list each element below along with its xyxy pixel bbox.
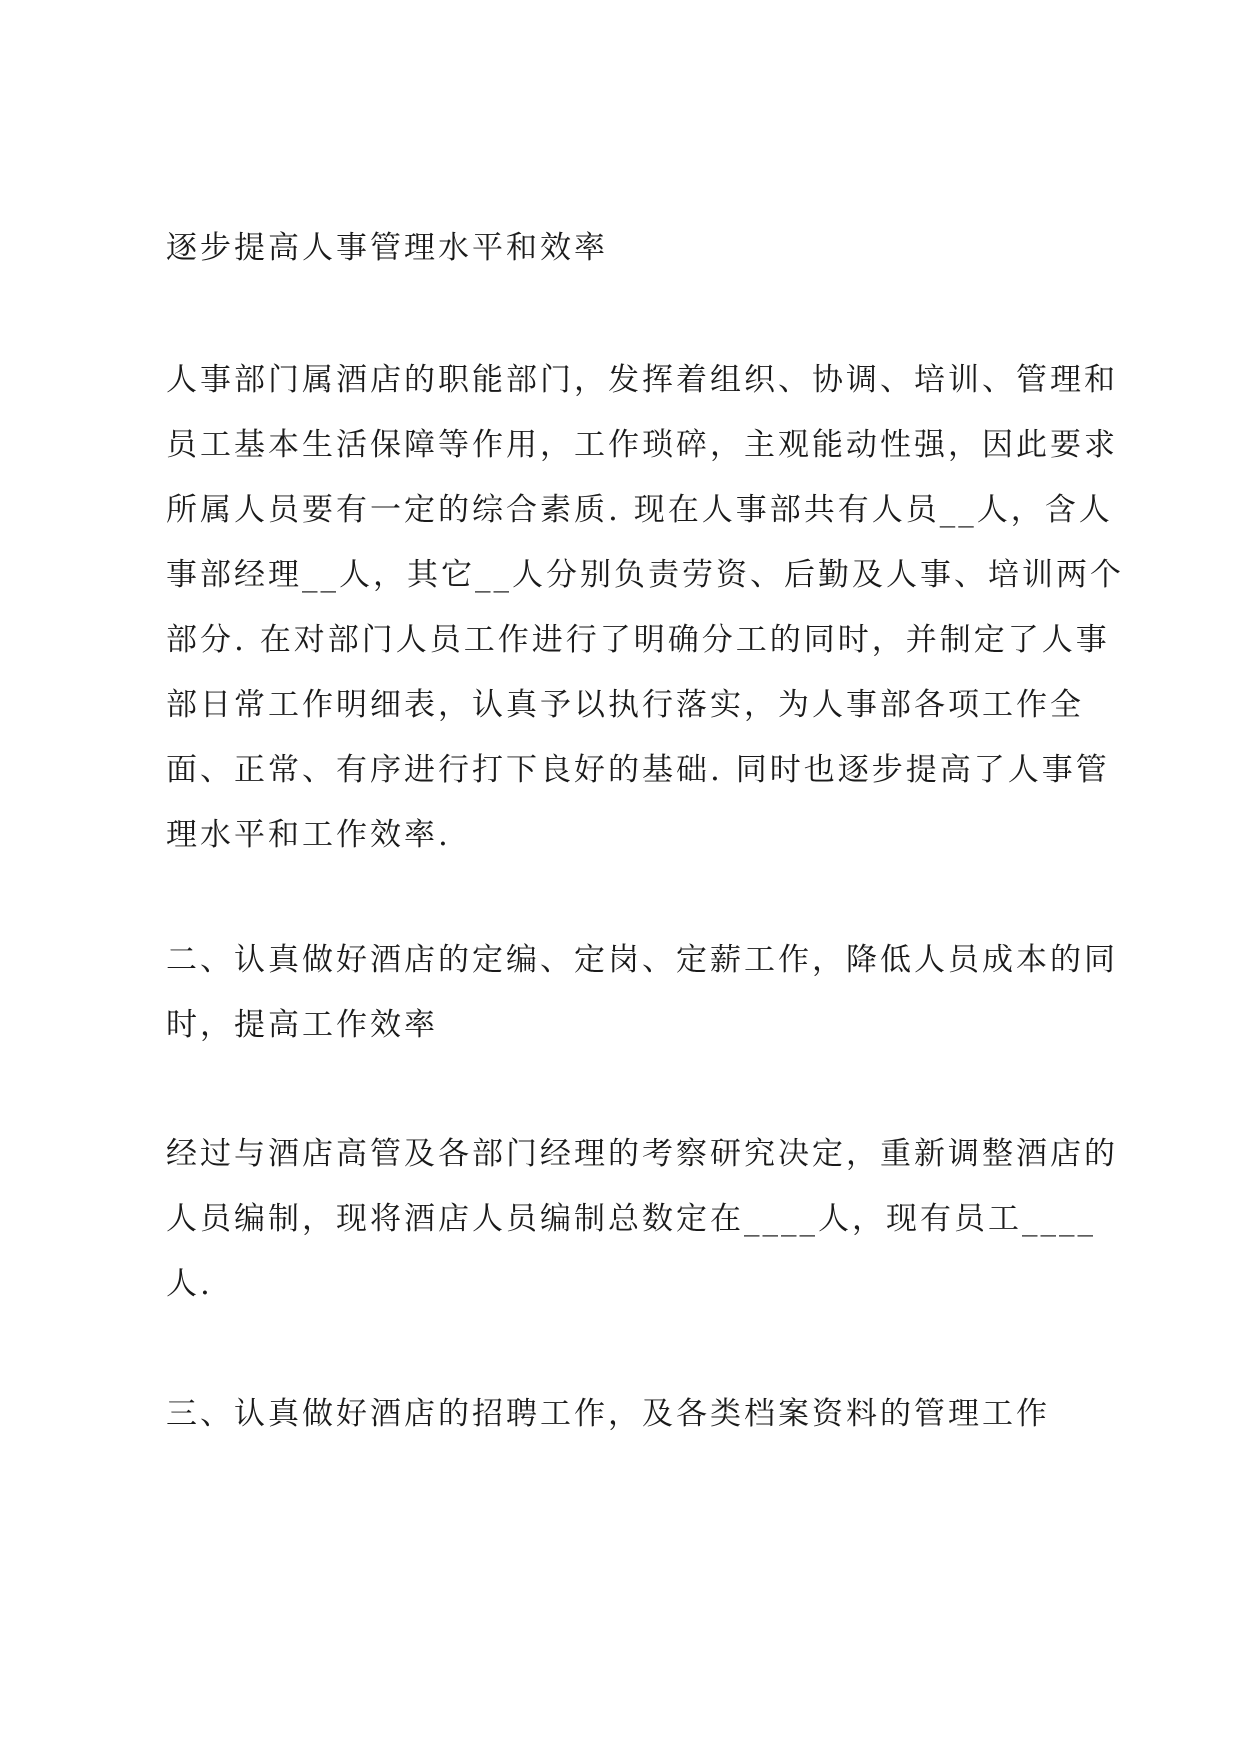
- section-heading: [166, 216, 1101, 281]
- heading-line: 二、认真做好酒店的定编、定岗、定薪工作，降低人员成本的同: [166, 942, 1118, 978]
- paragraph-line: 所属人员要有一定的综合素质. 现在人事部共有人员__人，含人: [166, 492, 1113, 528]
- body-paragraph: [166, 348, 1124, 868]
- paragraph-line: 部日常工作明细表，认真予以执行落实，为人事部各项工作全: [166, 687, 1084, 723]
- paragraph-line: 面、正常、有序进行打下良好的基础. 同时也逐步提高了人事管: [166, 752, 1110, 788]
- section-heading: [166, 928, 1118, 1058]
- paragraph-line: 经过与酒店高管及各部门经理的考察研究决定，重新调整酒店的: [166, 1136, 1118, 1172]
- heading-line: 逐步提高人事管理水平和效率: [166, 230, 608, 266]
- heading-line: 时，提高工作效率: [166, 1007, 438, 1043]
- paragraph-line: 部分. 在对部门人员工作进行了明确分工的同时，并制定了人事: [166, 622, 1110, 658]
- paragraph-line: 人.: [166, 1266, 213, 1302]
- paragraph-line: 理水平和工作效率.: [166, 817, 451, 853]
- heading-line: 三、认真做好酒店的招聘工作，及各类档案资料的管理工作: [166, 1396, 1050, 1432]
- body-paragraph: [166, 1122, 1118, 1317]
- paragraph-line: 人员编制，现将酒店人员编制总数定在____人，现有员工____: [166, 1201, 1096, 1237]
- section-heading: [166, 1382, 1101, 1447]
- paragraph-line: 事部经理__人，其它__人分别负责劳资、后勤及人事、培训两个: [166, 557, 1124, 593]
- paragraph-line: 员工基本生活保障等作用，工作琐碎，主观能动性强，因此要求: [166, 427, 1118, 463]
- paragraph-line: 人事部门属酒店的职能部门，发挥着组织、协调、培训、管理和: [166, 362, 1118, 398]
